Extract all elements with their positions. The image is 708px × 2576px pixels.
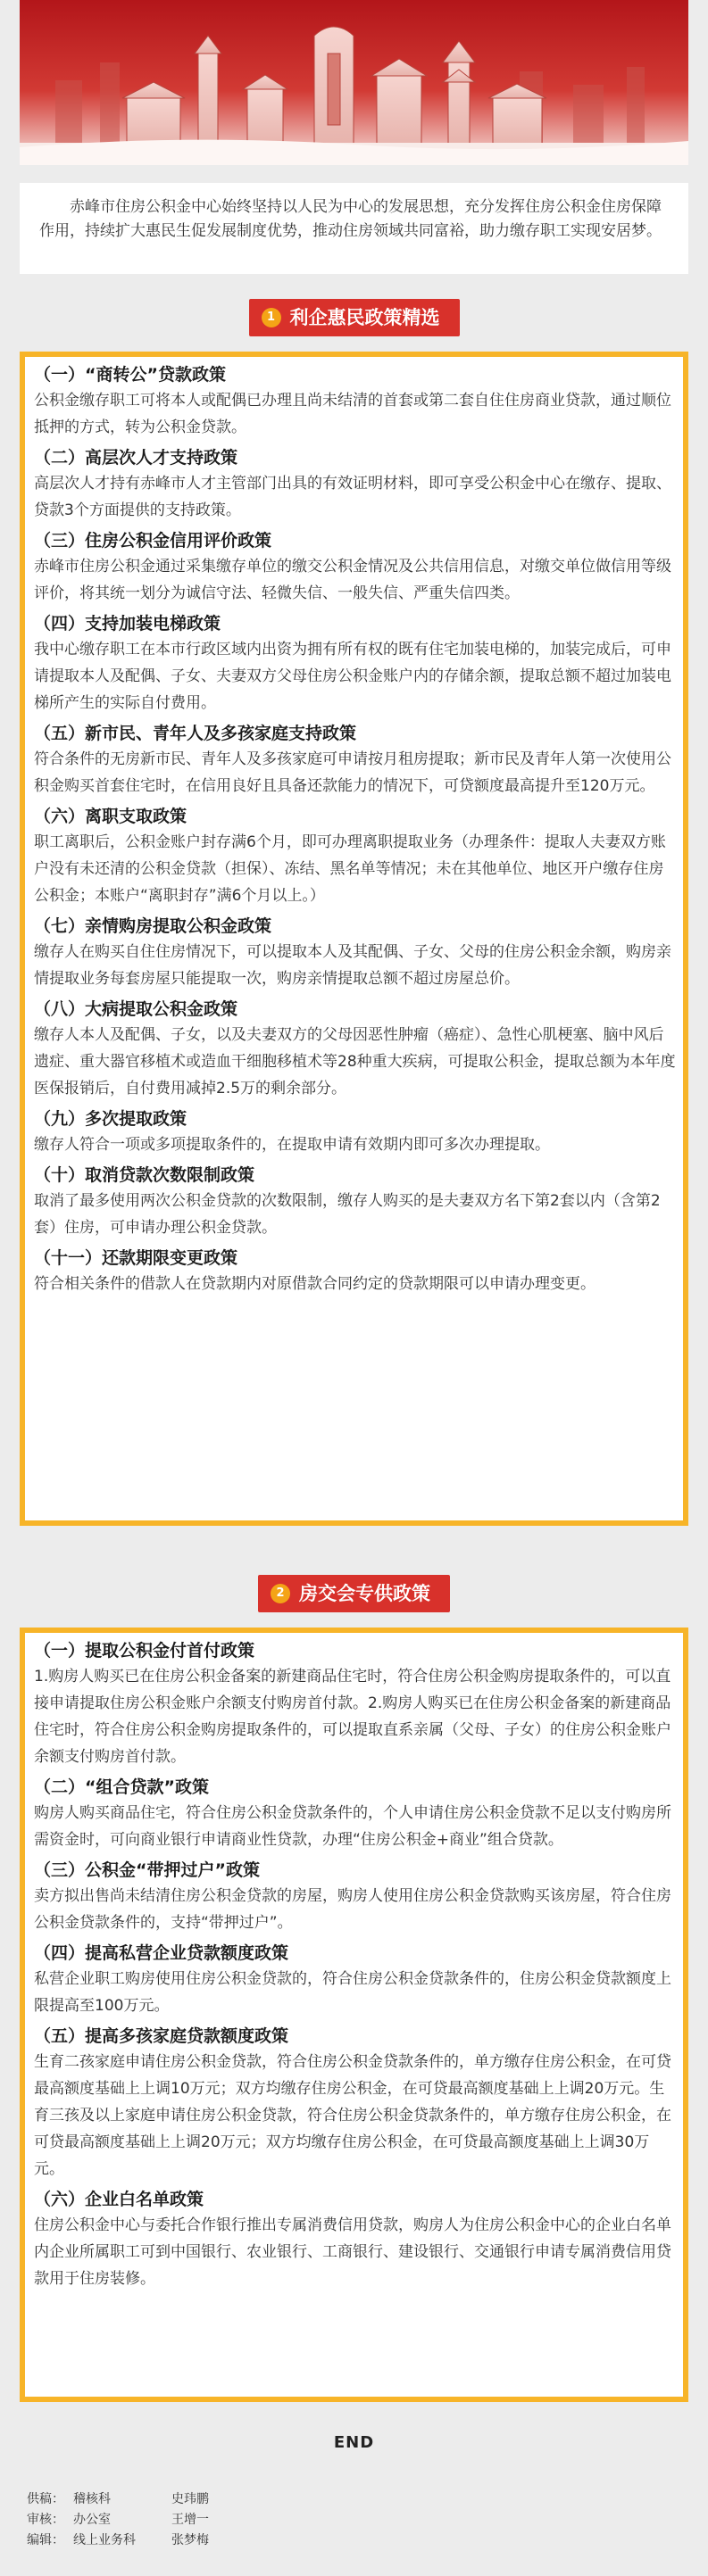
policy-body: 我中心缴存职工在本市行政区域内出资为拥有所有权的既有住宅加装电梯的，加装完成后，可申请提取本人及配偶、子女、夫妻双方父母住房公积金账户内的存储余额，提取总额不超过加装电梯所产生的实际自付费用。 <box>34 641 671 712</box>
policy-heading: （三）公积金“带押过户”政策 <box>34 1860 260 1880</box>
credit-row-edit <box>27 2530 209 2551</box>
section-1-title: 利企惠民政策精选 <box>289 307 440 328</box>
section-2-title: 房交会专供政策 <box>299 1583 430 1604</box>
policy-heading: （一）“商转公”贷款政策 <box>34 365 226 385</box>
section-1-number-badge: 1 <box>262 308 281 327</box>
policy-item <box>34 528 676 607</box>
section-1-policy-list <box>20 352 688 1526</box>
intro-paragraph: 赤峰市住房公积金中心始终坚持以人民为中心的发展思想，充分发挥住房公积金住房保障作用，持续扩大惠民生促发展制度优势，推动住房领域共同富裕，助力缴存职工实现安居梦。 <box>20 183 688 274</box>
policy-item <box>34 1775 676 1853</box>
policy-body: 住房公积金中心与委托合作银行推出专属消费信用贷款，购房人为住房公积金中心的企业白名单内企业所属职工可到中国银行、农业银行、工商银行、建设银行、交通银行申请专属消费信用贷款用于住房装修。 <box>34 2216 671 2288</box>
credits-block <box>27 2489 209 2551</box>
policy-heading: （六）离职支取政策 <box>34 807 187 826</box>
policy-heading: （十）取消贷款次数限制政策 <box>34 1165 255 1185</box>
policy-heading: （二）高层次人才支持政策 <box>34 448 238 468</box>
policy-item <box>34 2024 676 2183</box>
policy-item <box>34 445 676 524</box>
policy-body: 取消了最多使用两次公积金贷款的次数限制，缴存人购买的是夫妻双方名下第2套以内（含第2套）住房，可申请办理公积金贷款。 <box>34 1192 661 1237</box>
credit-dept: 稽核科 <box>73 2492 111 2506</box>
policy-item <box>34 1163 676 1241</box>
credit-label: 供稿： <box>27 2492 64 2506</box>
policy-body: 缴存人本人及配偶、子女，以及夫妻双方的父母因恶性肿瘤（癌症）、急性心肌梗塞、脑中风后遗症、重大器官移植术或造血干细胞移植术等28种重大疾病，可提取公积金，提取总额为本年度医保报销后，自付费用减掉2.5万的剩余部分。 <box>34 1026 676 1097</box>
policy-body: 缴存人在购买自住住房情况下，可以提取本人及其配偶、子女、父母的住房公积金余额，购房亲情提取业务每套房屋只能提取一次，购房亲情提取总额不超过房屋总价。 <box>34 943 671 988</box>
policy-item <box>34 1106 676 1158</box>
policy-body: 1.购房人购买已在住房公积金备案的新建商品住宅时，符合住房公积金购房提取条件的，可以直接申请提取住房公积金账户余额支付购房首付款。2.购房人购买已在住房公积金备案的新建商品住宅时，符合住房公积金购房提取条件的，可以提取直系亲属（父母、子女）的住房公积金账户余额支付购房首付款。 <box>34 1668 671 1766</box>
policy-heading: （四）提高私营企业贷款额度政策 <box>34 1943 289 1963</box>
policy-item <box>34 721 676 799</box>
policy-item <box>34 1941 676 2019</box>
policy-heading: （四）支持加装电梯政策 <box>34 614 221 634</box>
policy-heading: （七）亲情购房提取公积金政策 <box>34 916 272 936</box>
policy-item <box>34 611 676 716</box>
policy-body: 生育二孩家庭申请住房公积金贷款，符合住房公积金贷款条件的，单方缴存住房公积金，在可贷最高额度基础上上调10万元；双方均缴存住房公积金，在可贷最高额度基础上上调20万元。生育三孩及以上家庭申请住房公积金贷款，符合住房公积金贷款条件的，单方缴存住房公积金，在可贷最高额度基础上上调20万元；双方均缴存住房公积金，在可贷最高额度基础上上调30万元。 <box>34 2053 671 2178</box>
credit-row-review <box>27 2510 209 2530</box>
policy-body: 职工离职后，公积金账户封存满6个月，即可办理离职提取业务（办理条件：提取人夫妻双方账户没有未还清的公积金贷款（担保）、冻结、黑名单等情况；未在其他单位、地区开户缴存住房公积金；本账户“离职封存”满6个月以上。） <box>34 833 666 905</box>
policy-body: 高层次人才持有赤峰市人才主管部门出具的有效证明材料，即可享受公积金中心在缴存、提取、贷款3个方面提供的支持政策。 <box>34 475 671 519</box>
policy-heading: （九）多次提取政策 <box>34 1109 187 1129</box>
credit-row-supply <box>27 2489 209 2510</box>
policy-item <box>34 2187 676 2292</box>
policy-body: 赤峰市住房公积金通过采集缴存单位的缴交公积金情况及公共信用信息，对缴交单位做信用等级评价，将其统一划分为诚信守法、轻微失信、一般失信、严重失信四类。 <box>34 558 671 602</box>
policy-heading: （十一）还款期限变更政策 <box>34 1248 238 1268</box>
section-2-policy-list <box>20 1628 688 2402</box>
credit-person: 张梦梅 <box>171 2533 209 2547</box>
policy-heading: （八）大病提取公积金政策 <box>34 999 238 1019</box>
section-2-title-pill <box>258 1575 450 1612</box>
policy-heading: （三）住房公积金信用评价政策 <box>34 531 272 551</box>
section-2-number-badge: 2 <box>271 1584 290 1603</box>
policy-body: 符合相关条件的借款人在贷款期内对原借款合同约定的贷款期限可以申请办理变更。 <box>34 1275 596 1293</box>
credit-label: 编辑： <box>27 2533 64 2547</box>
policy-body: 购房人购买商品住宅，符合住房公积金贷款条件的，个人申请住房公积金贷款不足以支付购房所需资金时，可向商业银行申请商业性贷款，办理“住房公积金+商业”组合贷款。 <box>34 1804 671 1849</box>
policy-item <box>34 1638 676 1770</box>
policy-item <box>34 914 676 992</box>
section-1-header <box>0 298 708 337</box>
policy-item <box>34 804 676 909</box>
policy-heading: （六）企业白名单政策 <box>34 2190 204 2209</box>
policy-item <box>34 1246 676 1297</box>
city-skyline-illustration <box>20 0 688 165</box>
header-banner <box>20 0 688 165</box>
credit-label: 审核： <box>27 2513 64 2527</box>
policy-item <box>34 1858 676 1936</box>
credit-person: 王增一 <box>171 2513 209 2527</box>
policy-body: 公积金缴存职工可将本人或配偶已办理且尚未结清的首套或第二套自住住房商业贷款，通过顺位抵押的方式，转为公积金贷款。 <box>34 392 671 436</box>
policy-heading: （二）“组合贷款”政策 <box>34 1777 209 1797</box>
end-marker: END <box>333 2433 375 2452</box>
policy-heading: （五）提高多孩家庭贷款额度政策 <box>34 2026 289 2046</box>
policy-heading: （五）新市民、青年人及多孩家庭支持政策 <box>34 724 357 743</box>
policy-body: 卖方拟出售尚未结清住房公积金贷款的房屋，购房人使用住房公积金贷款购买该房屋，符合住房公积金贷款条件的，支持“带押过户”。 <box>34 1887 671 1932</box>
policy-body: 私营企业职工购房使用住房公积金贷款的，符合住房公积金贷款条件的，住房公积金贷款额度上限提高至100万元。 <box>34 1970 671 2015</box>
credit-dept: 线上业务科 <box>73 2533 136 2547</box>
credit-person: 史玮鹏 <box>171 2492 209 2506</box>
section-2-header <box>0 1574 708 1613</box>
policy-heading: （一）提取公积金付首付政策 <box>34 1641 255 1661</box>
policy-body: 符合条件的无房新市民、青年人及多孩家庭可申请按月租房提取；新市民及青年人第一次使用公积金购买首套住宅时，在信用良好且具备还款能力的情况下，可贷额度最高提升至120万元。 <box>34 750 671 795</box>
policy-body: 缴存人符合一项或多项提取条件的，在提取申请有效期内即可多次办理提取。 <box>34 1136 550 1154</box>
policy-item <box>34 362 676 441</box>
credit-dept: 办公室 <box>73 2513 111 2527</box>
policy-item <box>34 997 676 1102</box>
section-1-title-pill <box>249 299 460 336</box>
